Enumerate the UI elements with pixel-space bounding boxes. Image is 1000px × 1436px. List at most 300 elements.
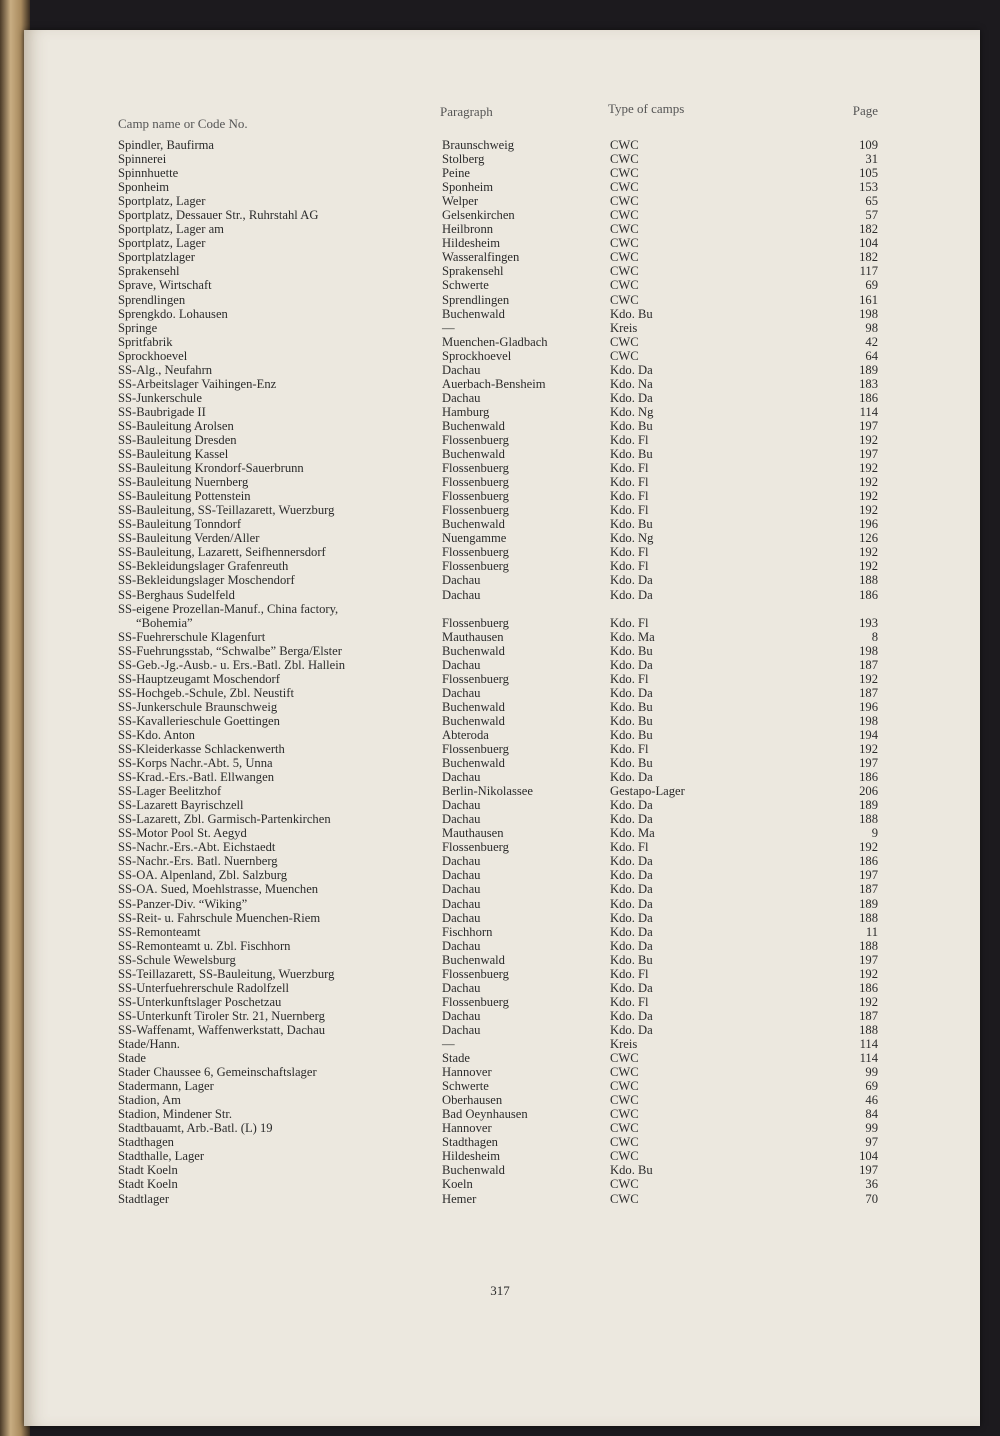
camp-name-cell: Stadion, Am	[118, 1093, 181, 1108]
paragraph-cell: Flossenbuerg	[442, 994, 509, 1009]
page-cell: 197	[859, 1163, 878, 1178]
camp-name-cell: SS-Bauleitung Pottenstein	[118, 489, 251, 504]
paragraph-cell: Flossenbuerg	[442, 742, 509, 757]
camp-name-cell: SS-Motor Pool St. Aegyd	[118, 826, 247, 841]
table-row	[0, 1107, 1000, 1121]
page-cell: 42	[865, 334, 878, 349]
camp-name-cell: SS-Kavallerieschule Goettingen	[118, 713, 280, 728]
table-row	[0, 897, 1000, 911]
camp-name-cell: SS-Bauleitung Tonndorf	[118, 517, 242, 532]
camp-type-cell: Kdo. Bu	[610, 727, 653, 742]
paragraph-cell: Buchenwald	[442, 418, 505, 433]
header-paragraph: Paragraph	[440, 104, 493, 119]
paragraph-cell: Hannover	[442, 1121, 492, 1136]
camp-type-cell: Kdo. Da	[610, 657, 653, 672]
camp-type-cell: Kdo. Ma	[610, 826, 655, 841]
camp-type-cell: CWC	[610, 138, 639, 152]
camp-type-cell: Kdo. Da	[610, 938, 653, 953]
camp-type-cell: Kdo. Bu	[610, 643, 653, 658]
paragraph-cell: Hannover	[442, 1065, 492, 1080]
paragraph-cell: Dachau	[442, 362, 481, 377]
camp-type-cell: CWC	[610, 1177, 639, 1192]
paragraph-cell: Dachau	[442, 685, 481, 700]
table-row	[0, 307, 1000, 321]
page-cell: 117	[859, 264, 878, 279]
page-cell: 198	[859, 713, 878, 728]
page-cell: 192	[859, 559, 878, 574]
camp-name-cell: “Bohemia”	[136, 615, 193, 630]
page-cell: 105	[859, 166, 878, 181]
table-row	[0, 644, 1000, 658]
page-cell: 194	[859, 727, 878, 742]
paragraph-cell: Dachau	[442, 854, 481, 869]
camp-type-cell: Kdo. Da	[610, 685, 653, 700]
paragraph-cell: Gelsenkirchen	[442, 208, 515, 223]
paragraph-cell: Hemer	[442, 1191, 477, 1206]
camp-type-cell: Kdo. Da	[610, 390, 653, 405]
page-cell: 84	[865, 1107, 878, 1122]
page-cell: 98	[865, 320, 878, 335]
page-cell: 197	[859, 418, 878, 433]
table-row	[0, 812, 1000, 826]
page-cell: 187	[859, 1008, 878, 1023]
table-row	[0, 1149, 1000, 1163]
table-row	[0, 194, 1000, 208]
paragraph-cell: Buchenwald	[442, 517, 505, 532]
page-cell: 189	[859, 362, 878, 377]
table-row	[0, 1177, 1000, 1191]
table-row	[0, 1037, 1000, 1051]
paragraph-cell: Flossenbuerg	[442, 545, 509, 560]
page-cell: 57	[865, 208, 878, 223]
camp-type-cell: Kreis	[610, 320, 638, 335]
page-cell: 186	[859, 770, 878, 785]
camp-name-cell: Sportplatz, Lager	[118, 194, 206, 209]
table-row	[0, 1065, 1000, 1079]
table-row	[0, 714, 1000, 728]
paragraph-cell: Hildesheim	[442, 1149, 501, 1164]
camp-type-cell: Kdo. Bu	[610, 517, 653, 532]
paragraph-cell: Nuengamme	[442, 531, 507, 546]
paragraph-cell: Dachau	[442, 882, 481, 897]
paragraph-cell: Flossenbuerg	[442, 615, 509, 630]
camp-type-cell: CWC	[610, 208, 639, 223]
camp-type-cell: Kdo. Fl	[610, 461, 649, 476]
page-cell: 187	[859, 882, 878, 897]
camp-type-cell: CWC	[610, 278, 639, 293]
paragraph-cell: Dachau	[442, 980, 481, 995]
camp-type-cell: Kdo. Bu	[610, 1163, 653, 1178]
page-cell: 186	[859, 854, 878, 869]
table-row	[0, 180, 1000, 194]
paragraph-cell: Buchenwald	[442, 1163, 505, 1178]
camp-type-cell: CWC	[610, 1135, 639, 1150]
table-row	[0, 854, 1000, 868]
camp-type-cell: CWC	[610, 348, 639, 363]
paragraph-cell: Flossenbuerg	[442, 671, 509, 686]
page-cell: 31	[865, 152, 878, 167]
page-cell: 206	[859, 784, 878, 799]
page-number: 317	[490, 1283, 510, 1298]
camp-name-cell: SS-Geb.-Jg.-Ausb.- u. Ers.-Batl. Zbl. Hallein	[118, 657, 346, 672]
table-row	[0, 222, 1000, 236]
paragraph-cell: Muenchen-Gladbach	[442, 334, 548, 349]
page-cell: 70	[865, 1191, 878, 1206]
table-row	[0, 475, 1000, 489]
table-row	[0, 770, 1000, 784]
camp-type-cell: CWC	[610, 152, 639, 167]
page-cell: 192	[859, 671, 878, 686]
camp-type-cell: CWC	[610, 194, 639, 209]
camp-name-cell: SS-Lazarett, Zbl. Garmisch-Partenkirchen	[118, 812, 331, 827]
table-row	[0, 868, 1000, 882]
page-cell: 189	[859, 798, 878, 813]
camp-type-cell: Kdo. Fl	[610, 966, 649, 981]
camp-name-cell: SS-Remonteamt u. Zbl. Fischhorn	[118, 938, 291, 953]
page-cell: 36	[865, 1177, 878, 1192]
paragraph-cell: Flossenbuerg	[442, 966, 509, 981]
camp-name-cell: Sprendlingen	[118, 292, 186, 307]
paragraph-cell: —	[442, 320, 455, 335]
page-cell: 69	[865, 278, 878, 293]
camp-type-cell: Kdo. Fl	[610, 742, 649, 757]
table-row	[0, 742, 1000, 756]
camp-type-cell: CWC	[610, 1093, 639, 1108]
table-row	[0, 672, 1000, 686]
paragraph-cell: Buchenwald	[442, 699, 505, 714]
camp-name-cell: SS-Panzer-Div. “Wiking”	[118, 896, 248, 911]
table-row	[0, 1051, 1000, 1065]
table-row	[0, 264, 1000, 278]
paragraph-cell: —	[442, 1037, 455, 1051]
page-cell: 188	[859, 910, 878, 925]
camp-type-cell: Kdo. Da	[610, 924, 653, 939]
camp-type-cell: Kdo. Da	[610, 362, 653, 377]
camp-type-cell: Kdo. Da	[610, 882, 653, 897]
page-cell: 64	[865, 348, 878, 363]
paragraph-cell: Dachau	[442, 812, 481, 827]
camp-type-cell: CWC	[610, 1107, 639, 1122]
page-cell: 188	[859, 812, 878, 827]
camp-name-cell: SS-Unterfuehrerschule Radolfzell	[118, 980, 290, 995]
camp-type-cell: Kdo. Bu	[610, 756, 653, 771]
camp-name-cell: SS-Bekleidungslager Moschendorf	[118, 573, 295, 588]
camp-name-cell: SS-Reit- u. Fahrschule Muenchen-Riem	[118, 910, 321, 925]
page-cell: 192	[859, 742, 878, 757]
paragraph-cell: Mauthausen	[442, 629, 504, 644]
page-cell: 192	[859, 966, 878, 981]
table-row	[0, 447, 1000, 461]
table-row	[0, 138, 1000, 152]
page-cell: 11	[865, 924, 878, 939]
paragraph-cell: Wasseralfingen	[442, 250, 520, 265]
table-row	[0, 236, 1000, 250]
camp-name-cell: SS-Lazarett Bayrischzell	[118, 798, 244, 813]
camp-type-cell: Kdo. Fl	[610, 671, 649, 686]
camp-name-cell: SS-Bekleidungslager Grafenreuth	[118, 559, 289, 574]
page-cell: 197	[859, 952, 878, 967]
table-row	[0, 630, 1000, 644]
table-row	[0, 588, 1000, 602]
page-cell: 69	[865, 1079, 878, 1094]
page-cell: 182	[859, 222, 878, 237]
page-cell: 192	[859, 475, 878, 490]
page-cell: 161	[859, 292, 878, 307]
camp-name-cell: SS-Kleiderkasse Schlackenwerth	[118, 742, 285, 757]
paragraph-cell: Sponheim	[442, 180, 494, 195]
page-cell: 196	[859, 699, 878, 714]
camp-name-cell: SS-OA. Alpenland, Zbl. Salzburg	[118, 868, 288, 883]
page-cell: 186	[859, 390, 878, 405]
table-row	[0, 293, 1000, 307]
table-row	[0, 939, 1000, 953]
page-cell: 192	[859, 840, 878, 855]
paragraph-cell: Berlin-Nikolassee	[442, 784, 533, 799]
camp-type-cell: Kdo. Fl	[610, 840, 649, 855]
paragraph-cell: Abteroda	[442, 727, 489, 742]
paragraph-cell: Sprendlingen	[442, 292, 510, 307]
paragraph-cell: Buchenwald	[442, 952, 505, 967]
camp-name-cell: Stade	[118, 1051, 146, 1066]
camp-type-cell: CWC	[610, 1051, 639, 1066]
camp-name-cell: SS-Unterkunftslager Poschetzau	[118, 994, 282, 1009]
camp-type-cell: CWC	[610, 334, 639, 349]
table-row	[0, 826, 1000, 840]
camp-name-cell: SS-Bauleitung, SS-Teillazarett, Wuerzburg	[118, 503, 335, 518]
camp-type-cell: Kdo. Fl	[610, 615, 649, 630]
table-row	[0, 419, 1000, 433]
camp-name-cell: Sprakensehl	[118, 264, 180, 279]
camp-name-cell: Sponheim	[118, 180, 170, 195]
camp-type-cell: Kdo. Ng	[610, 531, 654, 546]
paragraph-cell: Dachau	[442, 770, 481, 785]
page-cell: 188	[859, 573, 878, 588]
paragraph-cell: Heilbronn	[442, 222, 494, 237]
header-type: Type of camps	[608, 101, 685, 116]
page-cell: 186	[859, 587, 878, 602]
camp-name-cell: Stadt Koeln	[118, 1163, 178, 1178]
paragraph-cell: Peine	[442, 166, 470, 181]
paragraph-cell: Buchenwald	[442, 306, 505, 321]
table-row	[0, 573, 1000, 587]
page-cell: 197	[859, 447, 878, 462]
camp-type-cell: Kdo. Da	[610, 573, 653, 588]
camp-type-cell: Kdo. Da	[610, 798, 653, 813]
page-cell: 198	[859, 306, 878, 321]
paragraph-cell: Sprakensehl	[442, 264, 504, 279]
table-row	[0, 1135, 1000, 1149]
page-cell: 182	[859, 250, 878, 265]
camp-name-cell: Sportplatz, Dessauer Str., Ruhrstahl AG	[118, 208, 319, 223]
page-cell: 192	[859, 545, 878, 560]
paragraph-cell: Dachau	[442, 868, 481, 883]
camp-name-cell: SS-Fuehrungsstab, “Schwalbe” Berga/Elster	[118, 643, 342, 658]
table-row	[0, 925, 1000, 939]
table-row	[0, 658, 1000, 672]
camp-type-cell: Kdo. Bu	[610, 952, 653, 967]
camp-name-cell: SS-Bauleitung Arolsen	[118, 418, 234, 433]
table-row	[0, 1009, 1000, 1023]
camp-name-cell: SS-Nachr.-Ers.-Abt. Eichstaedt	[118, 840, 276, 855]
camp-type-cell: Gestapo-Lager	[610, 784, 685, 799]
paragraph-cell: Hamburg	[442, 404, 490, 419]
paragraph-cell: Dachau	[442, 896, 481, 911]
table-row	[0, 784, 1000, 798]
table-row	[0, 461, 1000, 475]
camp-name-cell: SS-Waffenamt, Waffenwerkstatt, Dachau	[118, 1022, 326, 1037]
paragraph-cell: Dachau	[442, 910, 481, 925]
camp-type-cell: Kdo. Ma	[610, 629, 655, 644]
camp-name-cell: SS-Nachr.-Ers. Batl. Nuernberg	[118, 854, 278, 869]
table-row	[0, 953, 1000, 967]
paragraph-cell: Koeln	[442, 1177, 473, 1192]
camp-type-cell: Kdo. Da	[610, 868, 653, 883]
camp-type-cell: CWC	[610, 222, 639, 237]
camp-type-cell: CWC	[610, 264, 639, 279]
paragraph-cell: Sprockhoevel	[442, 348, 512, 363]
table-row	[0, 882, 1000, 896]
camp-type-cell: Kdo. Fl	[610, 475, 649, 490]
camp-name-cell: SS-Lager Beelitzhof	[118, 784, 222, 799]
page-cell: 104	[859, 236, 878, 251]
table-row	[0, 321, 1000, 335]
paragraph-cell: Auerbach-Bensheim	[442, 376, 546, 391]
paragraph-cell: Flossenbuerg	[442, 475, 509, 490]
paragraph-cell: Dachau	[442, 1008, 481, 1023]
camp-name-cell: Sprave, Wirtschaft	[118, 278, 212, 293]
camp-name-cell: SS-Hauptzeugamt Moschendorf	[118, 671, 280, 686]
camp-name-cell: SS-Bauleitung Kassel	[118, 447, 229, 462]
camp-type-cell: Kdo. Fl	[610, 503, 649, 518]
page-cell: 193	[859, 615, 878, 630]
camp-name-cell: SS-Fuehrerschule Klagenfurt	[118, 629, 266, 644]
page-cell: 188	[859, 938, 878, 953]
page-cell: 97	[865, 1135, 878, 1150]
camp-type-cell: Kdo. Da	[610, 812, 653, 827]
page-cell: 198	[859, 643, 878, 658]
camp-type-cell: CWC	[610, 1121, 639, 1136]
camp-type-cell: Kdo. Da	[610, 587, 653, 602]
camp-name-cell: SS-Hochgeb.-Schule, Zbl. Neustift	[118, 685, 294, 700]
camp-name-cell: Spritfabrik	[118, 334, 173, 349]
camp-type-cell: Kdo. Da	[610, 854, 653, 869]
table-row	[0, 728, 1000, 742]
camp-name-cell: SS-Baubrigade II	[118, 404, 206, 419]
camp-type-cell: CWC	[610, 180, 639, 195]
table-row	[0, 391, 1000, 405]
camp-name-cell: Stader Chaussee 6, Gemeinschaftslager	[118, 1065, 317, 1080]
camp-name-cell: SS-Kdo. Anton	[118, 727, 195, 742]
paragraph-cell: Fischhorn	[442, 924, 493, 939]
camp-name-cell: SS-Remonteamt	[118, 924, 201, 939]
paragraph-cell: Buchenwald	[442, 756, 505, 771]
paragraph-cell: Dachau	[442, 587, 481, 602]
camp-type-cell: Kdo. Bu	[610, 447, 653, 462]
table-row	[0, 1121, 1000, 1135]
camp-name-cell: Sprengkdo. Lohausen	[118, 306, 228, 321]
table-row	[0, 208, 1000, 222]
page-cell: 126	[859, 531, 878, 546]
camp-name-cell: Sportplatzlager	[118, 250, 195, 265]
camp-type-cell: CWC	[610, 166, 639, 181]
table-row	[0, 503, 1000, 517]
table-row	[0, 840, 1000, 854]
page-cell: 192	[859, 994, 878, 1009]
table-row	[0, 1079, 1000, 1093]
table-row	[0, 967, 1000, 981]
page-cell: 9	[871, 826, 878, 841]
paragraph-cell: Buchenwald	[442, 447, 505, 462]
page-cell: 192	[859, 489, 878, 504]
camp-name-cell: SS-Junkerschule	[118, 390, 202, 405]
table-row	[0, 349, 1000, 363]
index-table	[0, 138, 1000, 1206]
camp-name-cell: Stadermann, Lager	[118, 1079, 214, 1094]
page-cell: 186	[859, 980, 878, 995]
table-row	[0, 1192, 1000, 1206]
paragraph-cell: Dachau	[442, 798, 481, 813]
camp-name-cell: SS-Bauleitung Verden/Aller	[118, 531, 260, 546]
table-row	[0, 531, 1000, 545]
paragraph-cell: Welper	[442, 194, 479, 209]
page-cell: 114	[859, 1051, 878, 1066]
table-row	[0, 559, 1000, 573]
camp-type-cell: Kdo. Fl	[610, 432, 649, 447]
camp-type-cell: CWC	[610, 236, 639, 251]
camp-name-cell: SS-Bauleitung Krondorf-Sauerbrunn	[118, 461, 304, 476]
page-cell: 192	[859, 461, 878, 476]
table-row	[0, 545, 1000, 559]
camp-type-cell: Kdo. Fl	[610, 994, 649, 1009]
camp-name-cell: Stadtbauamt, Arb.-Batl. (L) 19	[118, 1121, 273, 1136]
paragraph-cell: Stadthagen	[442, 1135, 498, 1150]
camp-type-cell: CWC	[610, 1191, 639, 1206]
camp-name-cell: Stadtlager	[118, 1191, 170, 1206]
table-row	[0, 363, 1000, 377]
page-cell: 114	[859, 404, 878, 419]
table-row	[0, 981, 1000, 995]
page-cell: 104	[859, 1149, 878, 1164]
camp-name-cell: SS-Bauleitung, Lazarett, Seifhennersdorf	[118, 545, 326, 560]
camp-type-cell: Kdo. Da	[610, 980, 653, 995]
table-row	[0, 911, 1000, 925]
camp-name-cell: Sportplatz, Lager am	[118, 222, 224, 237]
page-cell: 187	[859, 685, 878, 700]
camp-name-cell: SS-Alg., Neufahrn	[118, 362, 213, 377]
table-row	[0, 517, 1000, 531]
table-row	[0, 335, 1000, 349]
table-row	[0, 152, 1000, 166]
page-cell: 109	[859, 138, 878, 152]
paragraph-cell: Flossenbuerg	[442, 489, 509, 504]
camp-name-cell: SS-Korps Nachr.-Abt. 5, Unna	[118, 756, 273, 771]
camp-type-cell: CWC	[610, 292, 639, 307]
header-camp-name: Camp name or Code No.	[118, 116, 248, 131]
table-row	[0, 995, 1000, 1009]
camp-name-cell: Spindler, Baufirma	[118, 138, 215, 152]
paragraph-cell: Schwerte	[442, 1079, 489, 1094]
page-cell: 196	[859, 517, 878, 532]
table-row	[0, 798, 1000, 812]
page-cell: 114	[859, 1037, 878, 1051]
camp-type-cell: Kdo. Bu	[610, 418, 653, 433]
page-cell: 189	[859, 896, 878, 911]
paragraph-cell: Flossenbuerg	[442, 559, 509, 574]
page-cell: 197	[859, 756, 878, 771]
paragraph-cell: Buchenwald	[442, 643, 505, 658]
paragraph-cell: Bad Oeynhausen	[442, 1107, 528, 1122]
table-row	[0, 433, 1000, 447]
